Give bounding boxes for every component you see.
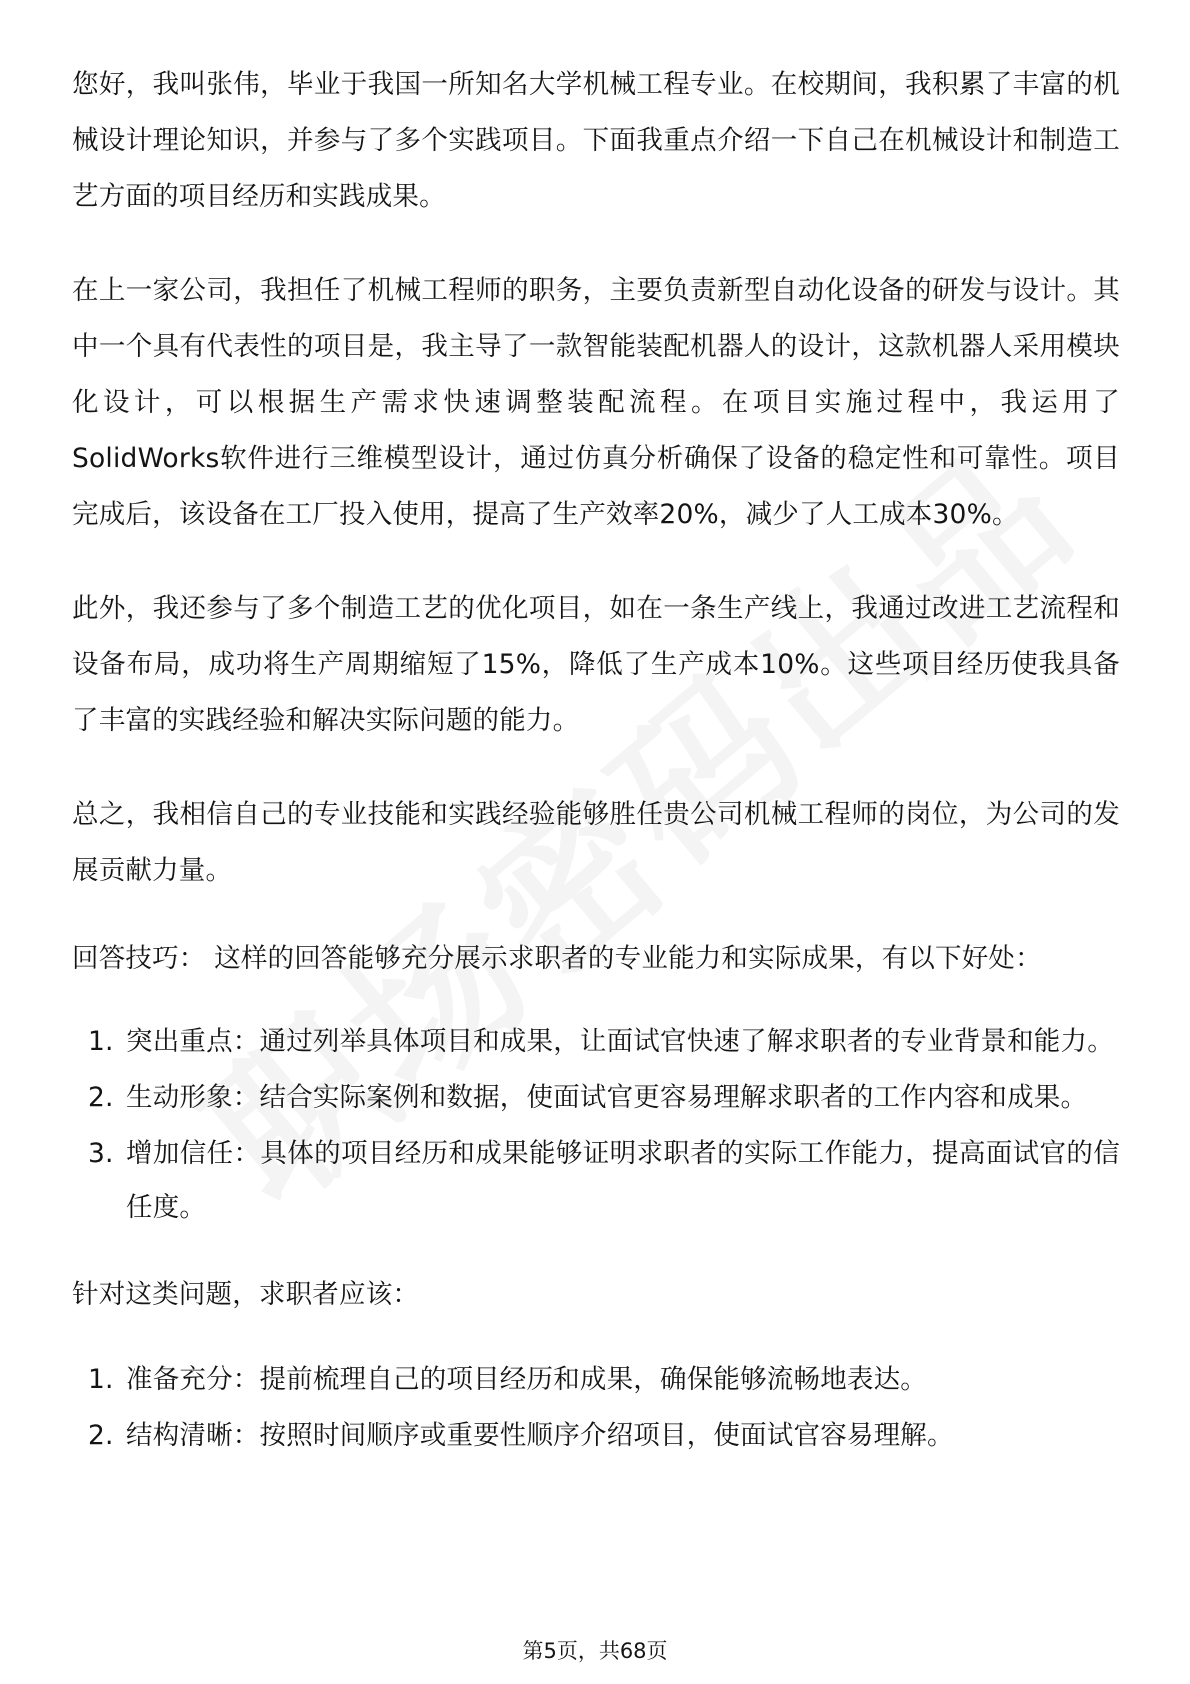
- page-number: 第5页，共68页: [522, 1639, 668, 1663]
- document-body: [72, 57, 1120, 1463]
- list-item-number: 1.: [88, 1364, 114, 1395]
- list-item-text: 结构清晰：按照时间顺序或重要性顺序介绍项目，使面试官容易理解。: [126, 1420, 954, 1451]
- list-item-text: 生动形象：结合实际案例和数据，使面试官更容易理解求职者的工作内容和成果。: [126, 1082, 1088, 1113]
- list-item-number: 2.: [88, 1082, 114, 1113]
- tips-list: [72, 1015, 1120, 1235]
- list-item: [72, 1127, 1120, 1235]
- paragraph-previous-company: 在上一家公司，我担任了机械工程师的职务，主要负责新型自动化设备的研发与设计。其中一个具有代表性的项目是，我主导了一款智能装配机器人的设计，这款机器人采用模块化设计，可以根据生产需求快速调整装配流程。在项目实施过程中，我运用了SolidWorks软件进行三维模型设计，通过仿真分析确保了设备的稳定性和可靠性。项目完成后，该设备在工厂投入使用，提高了生产效率20%，减少了人工成本30%。: [72, 275, 1120, 530]
- list-item: [72, 1015, 1120, 1069]
- list-item: [72, 1409, 1120, 1463]
- list-item-number: 2.: [88, 1420, 114, 1451]
- list-item: [72, 1071, 1120, 1125]
- list-item-text: 增加信任：具体的项目经历和成果能够证明求职者的实际工作能力，提高面试官的信任度。: [126, 1138, 1120, 1223]
- advice-list: [72, 1353, 1120, 1463]
- paragraph-tips-intro: 回答技巧： 这样的回答能够充分展示求职者的专业能力和实际成果，有以下好处：: [72, 943, 1042, 974]
- list-item-text: 突出重点：通过列举具体项目和成果，让面试官快速了解求职者的专业背景和能力。: [126, 1026, 1114, 1057]
- paragraph-conclusion: 总之，我相信自己的专业技能和实践经验能够胜任贵公司机械工程师的岗位，为公司的发展贡献力量。: [72, 799, 1120, 886]
- list-item: [72, 1353, 1120, 1407]
- paragraph-process-optimization: 此外，我还参与了多个制造工艺的优化项目，如在一条生产线上，我通过改进工艺流程和设备布局，成功将生产周期缩短了15%，降低了生产成本10%。这些项目经历使我具备了丰富的实践经验和解决实际问题的能力。: [72, 593, 1120, 736]
- list-item-number: 1.: [88, 1026, 114, 1057]
- list-item-number: 3.: [88, 1138, 114, 1169]
- list-item-text: 准备充分：提前梳理自己的项目经历和成果，确保能够流畅地表达。: [126, 1364, 927, 1395]
- paragraph-intro: 您好，我叫张伟，毕业于我国一所知名大学机械工程专业。在校期间，我积累了丰富的机械设计理论知识，并参与了多个实践项目。下面我重点介绍一下自己在机械设计和制造工艺方面的项目经历和实践成果。: [72, 69, 1120, 212]
- paragraph-advice-intro: 针对这类问题，求职者应该：: [72, 1279, 420, 1310]
